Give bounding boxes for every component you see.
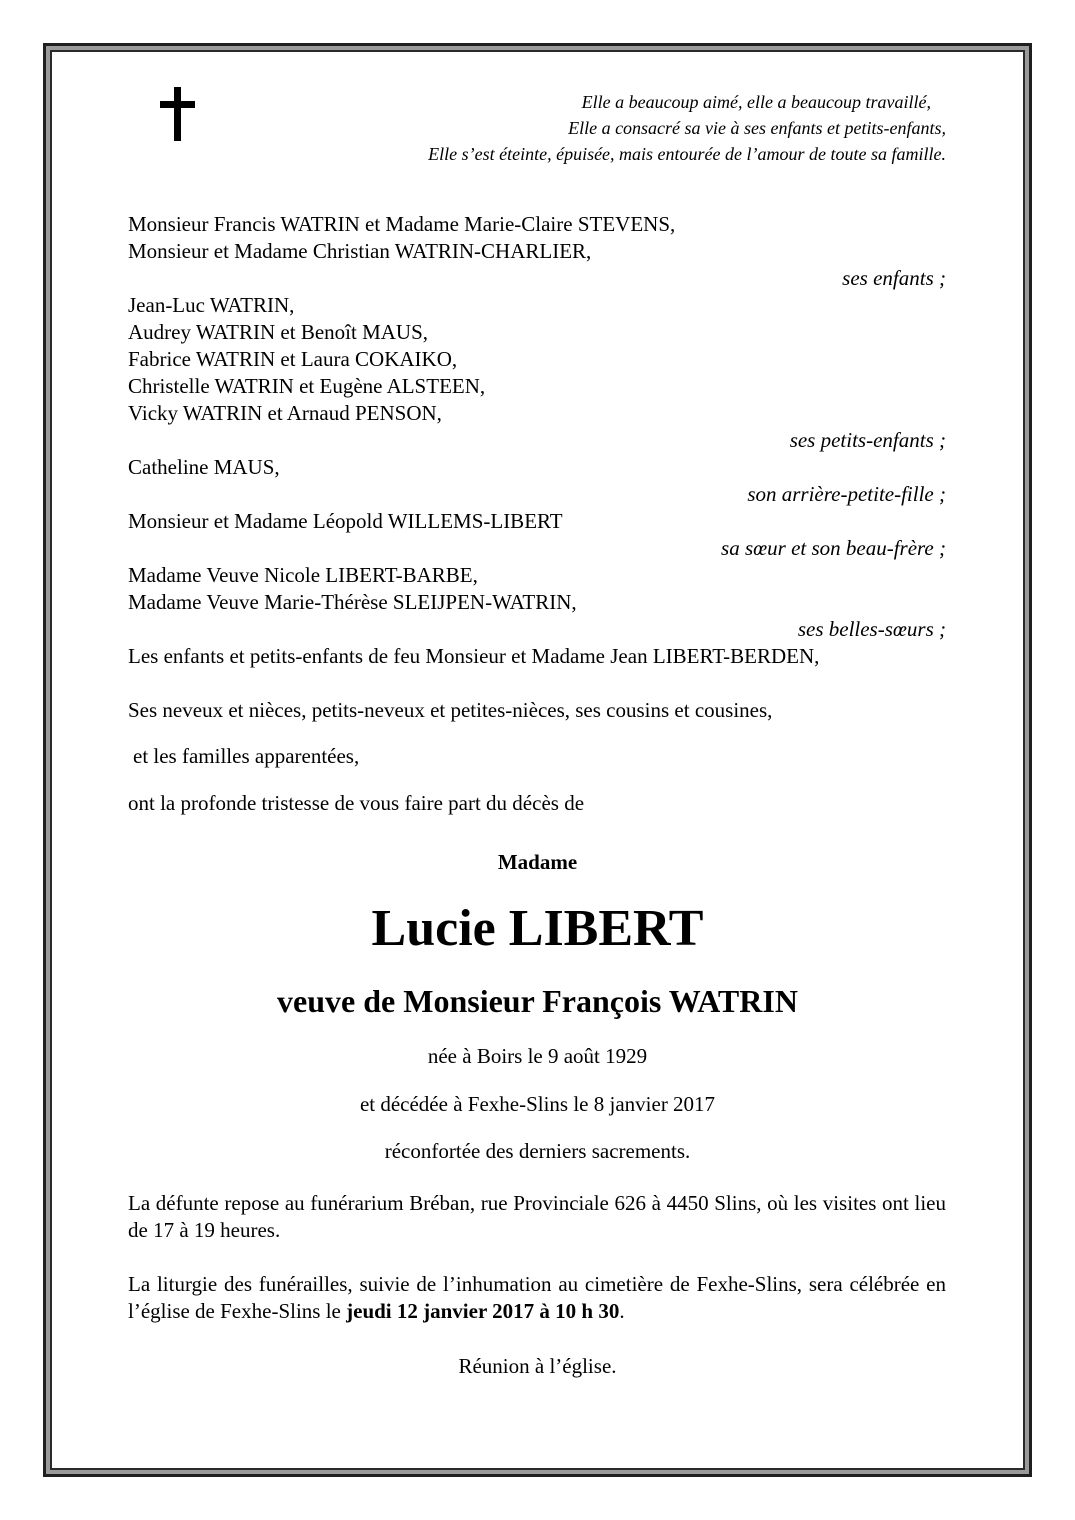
children-role: ses enfants ;	[842, 266, 946, 290]
grandchildren-role: ses petits-enfants ;	[789, 428, 946, 452]
sister-in-law-2: Madame Veuve Marie-Thérèse SLEIJPEN-WATRIN,	[128, 590, 577, 614]
liturgy-end: .	[619, 1299, 625, 1323]
liturgy-date: jeudi 12 janvier 2017 à 10 h 30	[346, 1299, 620, 1323]
great-granddaughter-role: son arrière-petite-fille ;	[747, 482, 946, 506]
grandchild-1: Jean-Luc WATRIN,	[128, 293, 295, 317]
deceased-name: Lucie LIBERT	[371, 900, 704, 957]
death-line: et décédée à Fexhe-Slins le 8 janvier 2017	[359, 1092, 716, 1116]
grandchild-2: Audrey WATRIN et Benoît MAUS,	[128, 320, 429, 344]
repose-paragraph: La défunte repose au funérarium Bréban, rue Provinciale 626 à 4450 Slins, où les visites ont lieu de 17 à 19 heures.	[128, 1191, 946, 1242]
sacraments-line: réconfortée des derniers sacrements.	[384, 1139, 691, 1163]
birth-line: née à Boirs le 9 août 1929	[427, 1044, 648, 1068]
liturgy-paragraph	[128, 1271, 946, 1325]
other-family: Les enfants et petits-enfants de feu Monsieur et Madame Jean LIBERT-BERDEN,	[128, 644, 820, 668]
deceased-title: Madame	[497, 850, 578, 874]
sister: Monsieur et Madame Léopold WILLEMS-LIBERT	[128, 509, 563, 533]
great-granddaughter: Catheline MAUS,	[128, 455, 280, 479]
poem-line-1: Elle a beaucoup aimé, elle a beaucoup travaillé,	[581, 92, 931, 112]
grandchild-3: Fabrice WATRIN et Laura COKAIKO,	[128, 347, 458, 371]
families-line: et les familles apparentées,	[133, 744, 360, 768]
announcement-line: ont la profonde tristesse de vous faire part du décès de	[128, 791, 585, 815]
grandchild-5: Vicky WATRIN et Arnaud PENSON,	[128, 401, 442, 425]
reunion-line: Réunion à l’église.	[458, 1354, 617, 1378]
sister-role: sa sœur et son beau-frère ;	[721, 536, 946, 560]
child-2: Monsieur et Madame Christian WATRIN-CHARLIER,	[128, 239, 592, 263]
poem-line-2: Elle a consacré sa vie à ses enfants et petits-enfants,	[568, 118, 946, 138]
sisters-in-law-role: ses belles-sœurs ;	[797, 617, 946, 641]
liturgy-text: La liturgie des funérailles, suivie de l’inhumation au cimetière de Fexhe-Slins, sera célébrée en l’église de Fexhe-Slins le	[128, 1272, 946, 1323]
sister-in-law-1: Madame Veuve Nicole LIBERT-BARBE,	[128, 563, 478, 587]
child-1: Monsieur Francis WATRIN et Madame Marie-Claire STEVENS,	[128, 212, 676, 236]
grandchild-4: Christelle WATRIN et Eugène ALSTEEN,	[128, 374, 486, 398]
widow-of: veuve de Monsieur François WATRIN	[277, 983, 798, 1019]
poem-line-3: Elle s’est éteinte, épuisée, mais entourée de l’amour de toute sa famille.	[428, 144, 946, 164]
nephews-line: Ses neveux et nièces, petits-neveux et petites-nièces, ses cousins et cousines,	[128, 698, 773, 722]
